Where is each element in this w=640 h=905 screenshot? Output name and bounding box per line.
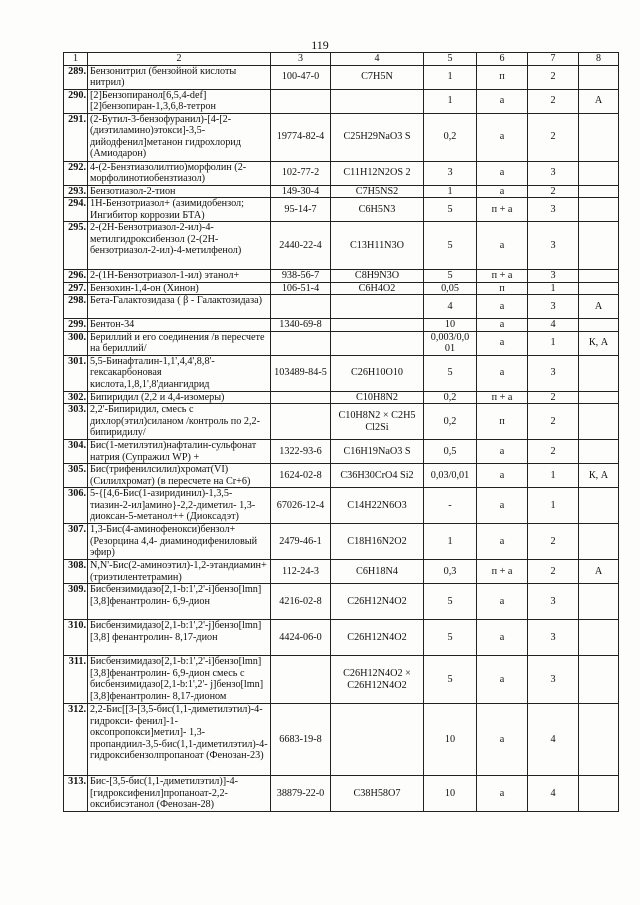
column-header: 8 <box>579 53 619 66</box>
cas-number: 1322-93-6 <box>271 440 331 464</box>
row-number: 309. <box>64 584 88 620</box>
cas-number: 112-24-3 <box>271 560 331 584</box>
cas-number: 1624-02-8 <box>271 464 331 488</box>
aggregate-state: а <box>477 319 528 332</box>
table-row <box>64 89 619 113</box>
hazard-class: 2 <box>528 524 579 560</box>
table-row <box>64 524 619 560</box>
cas-number: 2440-22-4 <box>271 222 331 270</box>
cas-number <box>271 295 331 319</box>
substance-name: Бис(1-метилэтил)нафталин-сульфонат натрия (Супражил WP) + <box>88 440 271 464</box>
hazard-class: 3 <box>528 198 579 222</box>
substance-name: 5-{[4,6-Бис(1-азиридинил)-1,3,5-тиазин-2-ил]амино}-2,2-диметил- 1,3-диоксан-5-метанол++ (Диоксадэт) <box>88 488 271 524</box>
cas-number: 4216-02-8 <box>271 584 331 620</box>
table-row <box>64 584 619 620</box>
mac-value: 5 <box>424 270 477 283</box>
chemical-formula <box>331 331 424 355</box>
chemical-formula: C26H12N4O2 × C26H12N4O2 <box>331 656 424 704</box>
aggregate-state: п <box>477 282 528 295</box>
hazard-class: 2 <box>528 440 579 464</box>
mac-value: 0,03/0,01 <box>424 464 477 488</box>
mac-value: 0,5 <box>424 440 477 464</box>
substance-name: Бипиридил (2,2 и 4,4-изомеры) <box>88 391 271 404</box>
hazard-class: 3 <box>528 584 579 620</box>
aggregate-state: а <box>477 704 528 776</box>
row-number: 307. <box>64 524 88 560</box>
row-number: 306. <box>64 488 88 524</box>
cas-number: 38879-22-0 <box>271 776 331 812</box>
note <box>579 704 619 776</box>
aggregate-state: п <box>477 65 528 89</box>
chemical-formula: C10H8N2 <box>331 391 424 404</box>
chemical-formula: C6H5N3 <box>331 198 424 222</box>
hazard-class: 1 <box>528 331 579 355</box>
header-row <box>64 53 619 66</box>
substance-name: 4-(2-Бензтиазолилтио)морфолин (2-морфолинотиобензтиазол) <box>88 161 271 185</box>
table-row <box>64 65 619 89</box>
cas-number: 100-47-0 <box>271 65 331 89</box>
chemical-formula: C18H16N2O2 <box>331 524 424 560</box>
substance-table <box>63 52 619 812</box>
hazard-class: 4 <box>528 776 579 812</box>
chemical-formula: C7H5NS2 <box>331 185 424 198</box>
aggregate-state: а <box>477 222 528 270</box>
column-header: 1 <box>64 53 88 66</box>
table-row <box>64 704 619 776</box>
aggregate-state: а <box>477 113 528 161</box>
table-row <box>64 295 619 319</box>
chemical-formula <box>331 295 424 319</box>
note <box>579 620 619 656</box>
cas-number: 103489-84-5 <box>271 355 331 391</box>
row-number: 291. <box>64 113 88 161</box>
note <box>579 404 619 440</box>
mac-value: 0,2 <box>424 404 477 440</box>
note <box>579 198 619 222</box>
cas-number <box>271 89 331 113</box>
page-number: 119 <box>311 38 329 52</box>
table-row <box>64 319 619 332</box>
chemical-formula: C38H58O7 <box>331 776 424 812</box>
chemical-formula: C13H11N3O <box>331 222 424 270</box>
substance-name: 1Н-Бензотриазол+ (азимидобензол; Ингибитор коррозии БТА) <box>88 198 271 222</box>
column-header: 5 <box>424 53 477 66</box>
table-row <box>64 404 619 440</box>
chemical-formula: C10H8N2 × C2H5 Cl2Si <box>331 404 424 440</box>
chemical-formula <box>331 704 424 776</box>
cas-number <box>271 656 331 704</box>
table-row <box>64 113 619 161</box>
hazard-class: 3 <box>528 620 579 656</box>
substance-name: Бензотиазол-2-тион <box>88 185 271 198</box>
substance-name: 2,2-Бис[[3-[3,5-бис(1,1-диметилэтил)-4-гидрокси- фенил]-1-оксопропокси]метил]- 1,3-пропандиил-3,5-бис(1,1-диметилэтил)-4-гидроксибензолпропаноат (Фенозан-23) <box>88 704 271 776</box>
chemical-formula: C6H18N4 <box>331 560 424 584</box>
aggregate-state: а <box>477 620 528 656</box>
mac-value: 5 <box>424 222 477 270</box>
substance-name: Бисбензимидазо[2,1-b:1',2'-j]бензо[lmn][3,8] фенантролин- 8,17-дион <box>88 620 271 656</box>
mac-value: 0,05 <box>424 282 477 295</box>
row-number: 299. <box>64 319 88 332</box>
aggregate-state: а <box>477 440 528 464</box>
aggregate-state: а <box>477 185 528 198</box>
table-row <box>64 620 619 656</box>
mac-value: 0,2 <box>424 391 477 404</box>
note: К, А <box>579 464 619 488</box>
hazard-class: 1 <box>528 282 579 295</box>
table-row <box>64 776 619 812</box>
row-number: 308. <box>64 560 88 584</box>
chemical-formula: C25H29NaO3 S <box>331 113 424 161</box>
note <box>579 270 619 283</box>
chemical-formula: C26H10O10 <box>331 355 424 391</box>
table-row <box>64 198 619 222</box>
mac-value: 1 <box>424 65 477 89</box>
mac-value: 10 <box>424 776 477 812</box>
mac-value: 1 <box>424 89 477 113</box>
substance-name: Бериллий и его соединения /в пересчете на бериллий/ <box>88 331 271 355</box>
row-number: 296. <box>64 270 88 283</box>
row-number: 310. <box>64 620 88 656</box>
cas-number: 4424-06-0 <box>271 620 331 656</box>
table-row <box>64 560 619 584</box>
row-number: 297. <box>64 282 88 295</box>
cas-number <box>271 404 331 440</box>
hazard-class: 1 <box>528 488 579 524</box>
chemical-formula: C36H30CrO4 Si2 <box>331 464 424 488</box>
mac-value: 5 <box>424 355 477 391</box>
note <box>579 440 619 464</box>
column-header: 7 <box>528 53 579 66</box>
mac-value: 0,3 <box>424 560 477 584</box>
substance-name: Бета-Галактозидаза ( β - Галактозидаза) <box>88 295 271 319</box>
substance-name: Бисбензимидазо[2,1-b:1',2'-i]бензо[lmn][3,8]фенантролин- 6,9-дион <box>88 584 271 620</box>
aggregate-state: а <box>477 331 528 355</box>
mac-value: 5 <box>424 620 477 656</box>
aggregate-state: п + а <box>477 560 528 584</box>
chemical-formula: C26H12N4O2 <box>331 584 424 620</box>
row-number: 295. <box>64 222 88 270</box>
aggregate-state: а <box>477 295 528 319</box>
mac-value: 4 <box>424 295 477 319</box>
mac-value: 0,003/0,0 01 <box>424 331 477 355</box>
row-number: 312. <box>64 704 88 776</box>
row-number: 293. <box>64 185 88 198</box>
substance-name: Бис-[3,5-бис(1,1-диметилэтил)]-4-[гидроксифенил]пропаноат-2,2-оксибисэтанол (Фенозан-28) <box>88 776 271 812</box>
cas-number: 102-77-2 <box>271 161 331 185</box>
row-number: 292. <box>64 161 88 185</box>
row-number: 294. <box>64 198 88 222</box>
mac-value: 5 <box>424 656 477 704</box>
hazard-class: 1 <box>528 464 579 488</box>
table-row <box>64 464 619 488</box>
cas-number: 67026-12-4 <box>271 488 331 524</box>
note <box>579 222 619 270</box>
aggregate-state: п + а <box>477 270 528 283</box>
note <box>579 319 619 332</box>
aggregate-state: а <box>477 584 528 620</box>
mac-value: 10 <box>424 704 477 776</box>
table-row <box>64 440 619 464</box>
hazard-class: 4 <box>528 704 579 776</box>
row-number: 301. <box>64 355 88 391</box>
cas-number: 938-56-7 <box>271 270 331 283</box>
substance-name: N,N'-Бис(2-аминоэтил)-1,2-этандиамин+ (триэтилентетрамин) <box>88 560 271 584</box>
aggregate-state: п + а <box>477 391 528 404</box>
mac-value: 1 <box>424 524 477 560</box>
chemical-formula <box>331 319 424 332</box>
substance-name: 2,2'-Бипиридил, смесь с дихлор(этил)силаном /контроль по 2,2-бипиридилу/ <box>88 404 271 440</box>
note <box>579 391 619 404</box>
note <box>579 656 619 704</box>
note: А <box>579 560 619 584</box>
hazard-class: 2 <box>528 185 579 198</box>
aggregate-state: а <box>477 464 528 488</box>
table-row <box>64 355 619 391</box>
note <box>579 113 619 161</box>
row-number: 302. <box>64 391 88 404</box>
cas-number: 149-30-4 <box>271 185 331 198</box>
note <box>579 355 619 391</box>
table-row <box>64 488 619 524</box>
hazard-class: 3 <box>528 295 579 319</box>
mac-value: 5 <box>424 198 477 222</box>
column-header: 2 <box>88 53 271 66</box>
note <box>579 584 619 620</box>
cas-number: 6683-19-8 <box>271 704 331 776</box>
aggregate-state: п + а <box>477 198 528 222</box>
cas-number: 106-51-4 <box>271 282 331 295</box>
hazard-class: 3 <box>528 161 579 185</box>
mac-value: 3 <box>424 161 477 185</box>
hazard-class: 2 <box>528 391 579 404</box>
substance-name: (2-Бутил-3-бензофуранил)-[4-[2-(диэтиламино)этокси]-3,5-дийодфенил]метанон гидрохлорид (Амиодарон) <box>88 113 271 161</box>
mac-value: - <box>424 488 477 524</box>
chemical-formula: C16H19NaO3 S <box>331 440 424 464</box>
substance-name: 1,3-Бис(4-аминофенокси)бензол+ (Резорцина 4,4- диаминодифениловый эфир) <box>88 524 271 560</box>
note: А <box>579 89 619 113</box>
table-row <box>64 282 619 295</box>
mac-value: 5 <box>424 584 477 620</box>
aggregate-state: а <box>477 488 528 524</box>
substance-name: 2-(2Н-Бензотриазол-2-ил)-4-метилгидроксибензол (2-(2Н-бензотриазол-2-ил)-4-метилфенол) <box>88 222 271 270</box>
chemical-formula: C6H4O2 <box>331 282 424 295</box>
table-row <box>64 391 619 404</box>
aggregate-state: а <box>477 776 528 812</box>
note <box>579 776 619 812</box>
note <box>579 524 619 560</box>
table-row <box>64 331 619 355</box>
note <box>579 161 619 185</box>
aggregate-state: а <box>477 524 528 560</box>
hazard-class: 3 <box>528 355 579 391</box>
hazard-class: 3 <box>528 270 579 283</box>
table-row <box>64 161 619 185</box>
substance-name: Бентон-34 <box>88 319 271 332</box>
substance-name: 2-(1Н-Бензотриазол-1-ил) этанол+ <box>88 270 271 283</box>
cas-number: 2479-46-1 <box>271 524 331 560</box>
column-header: 3 <box>271 53 331 66</box>
chemical-formula: C11H12N2OS 2 <box>331 161 424 185</box>
substance-name: Бис(трифенилсилил)хромат(VI) (Силилхромат) (в пересчете на Cr+6) <box>88 464 271 488</box>
aggregate-state: а <box>477 89 528 113</box>
table-row <box>64 185 619 198</box>
table-row <box>64 270 619 283</box>
row-number: 300. <box>64 331 88 355</box>
cas-number <box>271 391 331 404</box>
row-number: 298. <box>64 295 88 319</box>
chemical-formula: C8H9N3O <box>331 270 424 283</box>
aggregate-state: а <box>477 161 528 185</box>
table-row <box>64 656 619 704</box>
table-row <box>64 222 619 270</box>
chemical-formula: C26H12N4O2 <box>331 620 424 656</box>
aggregate-state: п <box>477 404 528 440</box>
hazard-class: 3 <box>528 222 579 270</box>
cas-number: 19774-82-4 <box>271 113 331 161</box>
note <box>579 65 619 89</box>
hazard-class: 2 <box>528 404 579 440</box>
hazard-class: 2 <box>528 113 579 161</box>
cas-number <box>271 331 331 355</box>
chemical-formula: C14H22N6O3 <box>331 488 424 524</box>
hazard-class: 2 <box>528 65 579 89</box>
column-header: 6 <box>477 53 528 66</box>
note <box>579 185 619 198</box>
hazard-class: 3 <box>528 656 579 704</box>
hazard-class: 2 <box>528 560 579 584</box>
note: К, А <box>579 331 619 355</box>
row-number: 289. <box>64 65 88 89</box>
note <box>579 282 619 295</box>
chemical-formula: C7H5N <box>331 65 424 89</box>
chemical-formula <box>331 89 424 113</box>
row-number: 311. <box>64 656 88 704</box>
substance-name: Бензонитрил (бензойной кислоты нитрил) <box>88 65 271 89</box>
substance-name: 5,5-Бинафталин-1,1',4,4',8,8'-гексакарбоновая кислота,1,8,1',8'диангидрид <box>88 355 271 391</box>
substance-name: Бисбензимидазо[2,1-b:1',2'-i]бензо[lmn][3,8]фенантролин- 6,9-дион смесь с бисбензимидазо[2,1-b:1',2'- j]бензо[lmn][3,8]фенантролин- 8,17-дионом <box>88 656 271 704</box>
column-header: 4 <box>331 53 424 66</box>
cas-number: 95-14-7 <box>271 198 331 222</box>
hazard-class: 2 <box>528 89 579 113</box>
row-number: 303. <box>64 404 88 440</box>
row-number: 313. <box>64 776 88 812</box>
substance-name: Бензохин-1,4-он (Хинон) <box>88 282 271 295</box>
substance-name: [2]Бензопиранол[6,5,4-def][2]бензопиран-1,3,6,8-тетрон <box>88 89 271 113</box>
row-number: 290. <box>64 89 88 113</box>
row-number: 305. <box>64 464 88 488</box>
row-number: 304. <box>64 440 88 464</box>
mac-value: 0,2 <box>424 113 477 161</box>
aggregate-state: а <box>477 355 528 391</box>
mac-value: 10 <box>424 319 477 332</box>
mac-value: 1 <box>424 185 477 198</box>
note: А <box>579 295 619 319</box>
aggregate-state: а <box>477 656 528 704</box>
hazard-class: 4 <box>528 319 579 332</box>
cas-number: 1340-69-8 <box>271 319 331 332</box>
note <box>579 488 619 524</box>
